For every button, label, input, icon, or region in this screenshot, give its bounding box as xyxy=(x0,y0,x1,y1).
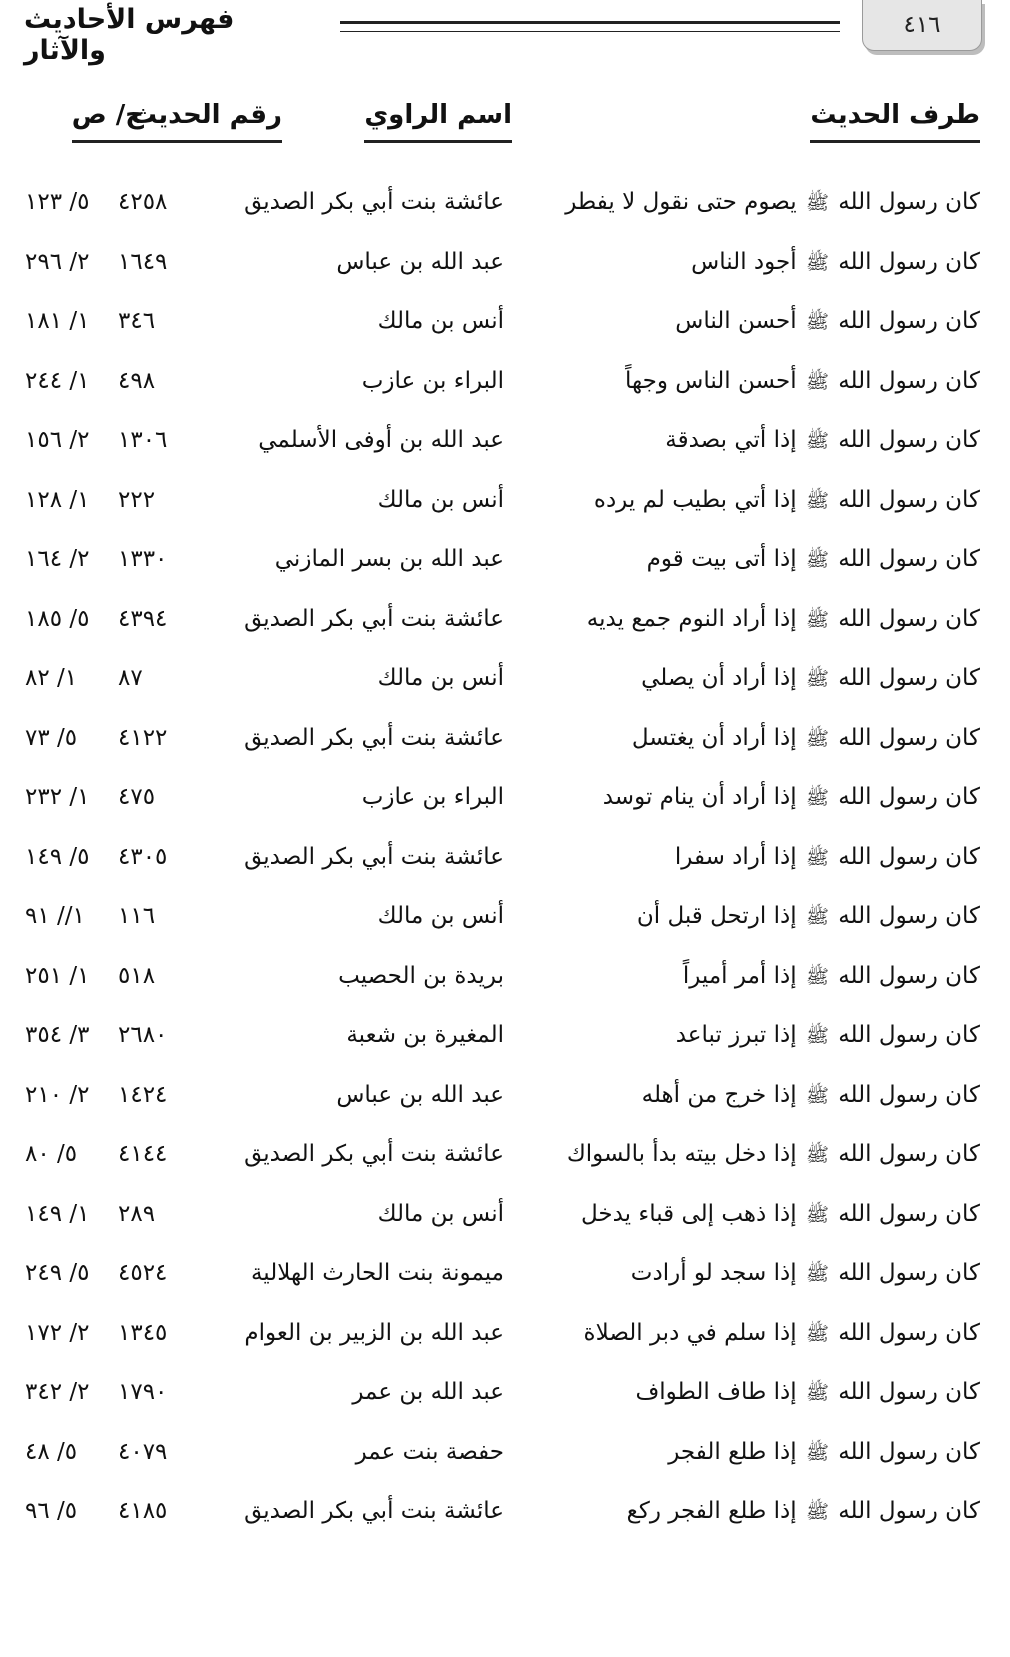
volume-page-reference: ٢/ ١٧٢ xyxy=(25,1319,90,1346)
hadith-opening xyxy=(584,1304,980,1365)
salawat-symbol-icon: ﷺ xyxy=(805,1382,829,1404)
salawat-symbol-icon: ﷺ xyxy=(805,906,829,928)
narrator-name: المغيرة بن شعبة xyxy=(346,1022,504,1048)
salawat-symbol-icon: ﷺ xyxy=(805,549,829,571)
narrator-name: عائشة بنت أبي بكر الصديق xyxy=(244,1141,504,1167)
volume-page-reference: ٣/ ٣٥٤ xyxy=(25,1022,90,1048)
table-body xyxy=(0,173,1010,1542)
hadith-opening xyxy=(642,1066,980,1127)
salawat-symbol-icon: ﷺ xyxy=(805,1322,829,1345)
salawat-symbol-icon: ﷺ xyxy=(805,192,829,214)
hadith-text: إذا سلم في دبر الصلاة xyxy=(583,1319,797,1346)
hadith-text: إذا أتي بطيب لم يرده xyxy=(593,486,797,513)
hadith-opening xyxy=(641,649,980,710)
salawat-symbol-icon: ﷺ xyxy=(805,1501,829,1523)
volume-page-reference: ٢/ ١٥٦ xyxy=(25,427,90,453)
volume-page-reference: ٥/ ٧٣ xyxy=(25,724,78,751)
volume-page-reference: ٥/ ١٨٥ xyxy=(25,605,90,632)
hadith-opening xyxy=(581,1185,980,1246)
volume-page-reference: ١/ ٢٥١ xyxy=(25,962,90,989)
hadith-number: ١٤٢٤ xyxy=(118,1081,168,1108)
narrator-name: البراء بن عازب xyxy=(361,367,504,394)
header-rule xyxy=(340,21,840,32)
narrator-name: عبد الله بن عمر xyxy=(352,1379,504,1405)
narrator-name: أنس بن مالك xyxy=(377,486,504,513)
hadith-prefix: كان رسول الله xyxy=(838,784,980,810)
narrator-name: ميمونة بنت الحارث الهلالية xyxy=(250,1260,504,1286)
narrator-name: عبد الله بن بسر المازني xyxy=(274,546,504,572)
volume-page-reference: ١/ ٢٤٤ xyxy=(25,367,90,394)
hadith-prefix: كان رسول الله xyxy=(838,367,980,394)
hadith-opening xyxy=(635,1363,980,1424)
hadith-prefix: كان رسول الله xyxy=(838,1141,980,1167)
salawat-symbol-icon: ﷺ xyxy=(805,1084,829,1107)
table-row xyxy=(0,352,1010,412)
hadith-text: إذا طلع الفجر ركع xyxy=(626,1498,797,1524)
table-row xyxy=(0,233,1010,293)
salawat-symbol-icon: ﷺ xyxy=(805,846,829,869)
narrator-name: بريدة بن الحصيب xyxy=(338,962,504,989)
table-row xyxy=(0,1185,1010,1245)
hadith-prefix: كان رسول الله xyxy=(838,1081,980,1108)
hadith-text: أجود الناس xyxy=(691,248,797,275)
volume-page-reference: ٥/ ١٤٩ xyxy=(25,843,90,870)
table-row xyxy=(0,649,1010,709)
hadith-number: ٢٦٨٠ xyxy=(118,1022,168,1048)
table-row xyxy=(0,1066,1010,1126)
hadith-number: ٣٤٦ xyxy=(118,308,156,334)
narrator-name: عبد الله بن عباس xyxy=(336,1081,504,1108)
hadith-text: إذا أتى بيت قوم xyxy=(646,546,797,572)
hadith-opening xyxy=(603,768,980,829)
hadith-prefix: كان رسول الله xyxy=(838,843,980,870)
narrator-name: أنس بن مالك xyxy=(377,1200,504,1227)
hadith-prefix: كان رسول الله xyxy=(838,1319,980,1346)
hadith-opening xyxy=(647,530,980,591)
salawat-symbol-icon: ﷺ xyxy=(805,430,829,452)
table-row xyxy=(0,173,1010,233)
table-row xyxy=(0,1423,1010,1483)
hadith-number: ٢٨٩ xyxy=(118,1200,156,1227)
hadith-prefix: كان رسول الله xyxy=(838,189,980,215)
table-row xyxy=(0,590,1010,650)
table-row xyxy=(0,1006,1010,1066)
salawat-symbol-icon: ﷺ xyxy=(805,668,829,690)
hadith-prefix: كان رسول الله xyxy=(838,486,980,513)
volume-page-reference: ٥/ ٩٦ xyxy=(25,1498,78,1524)
table-row xyxy=(0,1482,1010,1542)
volume-page-reference: ٥/ ٨٠ xyxy=(25,1141,78,1167)
volume-page-reference: ٥/ ١٢٣ xyxy=(25,189,90,215)
hadith-number: ١٦٤٩ xyxy=(118,248,168,275)
table-row xyxy=(0,1304,1010,1364)
hadith-text: إذا أراد أن ينام توسد xyxy=(602,784,797,810)
volume-page-reference: ٥/ ٢٤٩ xyxy=(25,1260,90,1286)
narrator-name: البراء بن عازب xyxy=(361,784,504,810)
salawat-symbol-icon: ﷺ xyxy=(805,608,829,631)
hadith-text: إذا تبرز تباعد xyxy=(675,1022,797,1048)
hadith-prefix: كان رسول الله xyxy=(838,1379,980,1405)
narrator-name: أنس بن مالك xyxy=(377,903,504,929)
salawat-symbol-icon: ﷺ xyxy=(805,1441,829,1464)
narrator-name: أنس بن مالك xyxy=(377,665,504,691)
volume-page-reference: ١/ ١٤٩ xyxy=(25,1200,90,1227)
salawat-symbol-icon: ﷺ xyxy=(805,1144,829,1166)
column-header-number: رقم الحديث xyxy=(131,100,282,143)
hadith-text: إذا خرج من أهله xyxy=(641,1081,797,1108)
hadith-opening xyxy=(567,1125,980,1186)
narrator-name: عائشة بنت أبي بكر الصديق xyxy=(244,1498,504,1524)
hadith-number: ٤١٨٥ xyxy=(118,1498,168,1524)
hadith-number: ١٣٣٠ xyxy=(118,546,168,572)
hadith-prefix: كان رسول الله xyxy=(838,1438,980,1465)
hadith-number: ٤١٢٢ xyxy=(118,724,168,751)
salawat-symbol-icon: ﷺ xyxy=(805,727,829,750)
narrator-name: عبد الله بن الزبير بن العوام xyxy=(244,1319,504,1346)
salawat-symbol-icon: ﷺ xyxy=(805,311,829,333)
volume-page-reference: ١// ٩١ xyxy=(25,903,85,929)
page-header xyxy=(0,0,1010,66)
column-header-tarf: طرف الحديث xyxy=(810,100,980,143)
hadith-text: إذا أراد سفرا xyxy=(674,843,797,870)
volume-page-reference: ٥/ ٤٨ xyxy=(25,1438,78,1465)
hadith-opening xyxy=(675,292,980,353)
narrator-name: عائشة بنت أبي بكر الصديق xyxy=(244,189,504,215)
hadith-prefix: كان رسول الله xyxy=(838,1200,980,1227)
narrator-name: عبد الله بن أوفى الأسلمي xyxy=(258,427,504,453)
hadith-number: ٤٣٩٤ xyxy=(118,605,168,632)
hadith-prefix: كان رسول الله xyxy=(838,308,980,334)
hadith-number: ٤٣٠٥ xyxy=(118,843,168,870)
hadith-text: إذا أتي بصدقة xyxy=(665,427,797,453)
hadith-prefix: كان رسول الله xyxy=(838,1022,980,1048)
hadith-number: ١١٦ xyxy=(118,903,156,929)
hadith-opening xyxy=(627,1482,980,1543)
table-row xyxy=(0,411,1010,471)
column-header-rawi: اسم الراوي xyxy=(364,100,512,143)
salawat-symbol-icon: ﷺ xyxy=(805,1263,829,1285)
hadith-number: ٤٢٥٨ xyxy=(118,189,168,215)
hadith-number: ١٧٩٠ xyxy=(118,1379,168,1405)
hadith-text: إذا أمر أميراً xyxy=(682,962,797,989)
hadith-opening xyxy=(676,1006,980,1067)
hadith-text: إذا ارتحل قبل أن xyxy=(636,903,797,929)
table-row xyxy=(0,1244,1010,1304)
table-row xyxy=(0,1363,1010,1423)
volume-page-reference: ٢/ ١٦٤ xyxy=(25,546,90,572)
table-row xyxy=(0,828,1010,888)
hadith-opening xyxy=(675,828,980,889)
narrator-name: عبد الله بن عباس xyxy=(336,248,504,275)
hadith-prefix: كان رسول الله xyxy=(838,665,980,691)
hadith-text: إذا سجد لو أرادت xyxy=(630,1260,797,1286)
salawat-symbol-icon: ﷺ xyxy=(805,965,829,988)
volume-page-reference: ١/ ١٢٨ xyxy=(25,486,90,513)
volume-page-reference: ١/ ١٨١ xyxy=(25,308,90,334)
hadith-text: إذا دخل بيته بدأ بالسواك xyxy=(566,1141,797,1167)
volume-page-reference: ٢/ ٢١٠ xyxy=(25,1081,90,1108)
hadith-text: إذا ذهب إلى قباء يدخل xyxy=(580,1200,797,1227)
page-number: ٤١٦ xyxy=(862,0,982,51)
hadith-text: أحسن الناس وجهاً xyxy=(625,367,797,394)
volume-page-reference: ١/ ٢٣٢ xyxy=(25,784,90,810)
hadith-opening xyxy=(632,709,980,770)
hadith-prefix: كان رسول الله xyxy=(838,248,980,275)
hadith-opening xyxy=(625,352,980,413)
hadith-opening xyxy=(637,887,980,948)
salawat-symbol-icon: ﷺ xyxy=(805,1025,829,1047)
salawat-symbol-icon: ﷺ xyxy=(805,489,829,512)
table-row xyxy=(0,292,1010,352)
column-header-reference: ج/ ص xyxy=(72,100,144,143)
salawat-symbol-icon: ﷺ xyxy=(805,1203,829,1226)
narrator-name: عائشة بنت أبي بكر الصديق xyxy=(244,724,504,751)
hadith-opening xyxy=(691,233,980,294)
hadith-number: ٤٩٨ xyxy=(118,367,156,394)
volume-page-reference: ٢/ ٣٤٢ xyxy=(25,1379,90,1405)
hadith-number: ١٣٠٦ xyxy=(118,427,168,453)
salawat-symbol-icon: ﷺ xyxy=(805,370,829,393)
hadith-text: إذا أراد أن يغتسل xyxy=(631,724,797,751)
narrator-name: عائشة بنت أبي بكر الصديق xyxy=(244,843,504,870)
hadith-prefix: كان رسول الله xyxy=(838,724,980,751)
hadith-prefix: كان رسول الله xyxy=(838,1260,980,1286)
table-row xyxy=(0,768,1010,828)
hadith-text: يصوم حتى نقول لا يفطر xyxy=(565,189,797,215)
narrator-name: أنس بن مالك xyxy=(377,308,504,334)
hadith-opening xyxy=(594,471,980,532)
volume-page-reference: ٢/ ٢٩٦ xyxy=(25,248,90,275)
hadith-prefix: كان رسول الله xyxy=(838,903,980,929)
hadith-number: ٥١٨ xyxy=(118,962,156,989)
hadith-opening xyxy=(683,947,980,1008)
hadith-text: أحسن الناس xyxy=(675,308,797,334)
hadith-text: إذا أراد أن يصلي xyxy=(641,665,797,691)
hadith-number: ٤٥٢٤ xyxy=(118,1260,168,1286)
table-row xyxy=(0,947,1010,1007)
salawat-symbol-icon: ﷺ xyxy=(805,251,829,274)
table-row xyxy=(0,887,1010,947)
hadith-opening xyxy=(587,590,980,651)
table-row xyxy=(0,709,1010,769)
table-row xyxy=(0,471,1010,531)
hadith-number: ٤٠٧٩ xyxy=(118,1438,168,1465)
hadith-number: ٤٧٥ xyxy=(118,784,156,810)
salawat-symbol-icon: ﷺ xyxy=(805,787,829,809)
hadith-opening xyxy=(565,173,980,234)
hadith-prefix: كان رسول الله xyxy=(838,605,980,632)
hadith-number: ٤١٤٤ xyxy=(118,1141,168,1167)
narrator-name: حفصة بنت عمر xyxy=(355,1438,504,1465)
hadith-prefix: كان رسول الله xyxy=(838,1498,980,1524)
hadith-number: ٢٢٢ xyxy=(118,486,156,513)
narrator-name: عائشة بنت أبي بكر الصديق xyxy=(244,605,504,632)
table-row xyxy=(0,1125,1010,1185)
hadith-opening xyxy=(665,411,980,472)
hadith-prefix: كان رسول الله xyxy=(838,427,980,453)
hadith-text: إذا أراد النوم جمع يديه xyxy=(586,605,797,632)
hadith-text: إذا طلع الفجر xyxy=(668,1438,797,1465)
volume-page-reference: ١/ ٨٢ xyxy=(25,665,78,691)
hadith-opening xyxy=(631,1244,980,1305)
hadith-number: ١٣٤٥ xyxy=(118,1319,168,1346)
table-row xyxy=(0,530,1010,590)
hadith-text: إذا طاف الطواف xyxy=(635,1379,797,1405)
hadith-number: ٨٧ xyxy=(118,665,143,691)
hadith-prefix: كان رسول الله xyxy=(838,546,980,572)
running-title: فهرس الأحاديث والآثار xyxy=(24,4,235,66)
hadith-prefix: كان رسول الله xyxy=(838,962,980,989)
hadith-opening xyxy=(668,1423,980,1484)
